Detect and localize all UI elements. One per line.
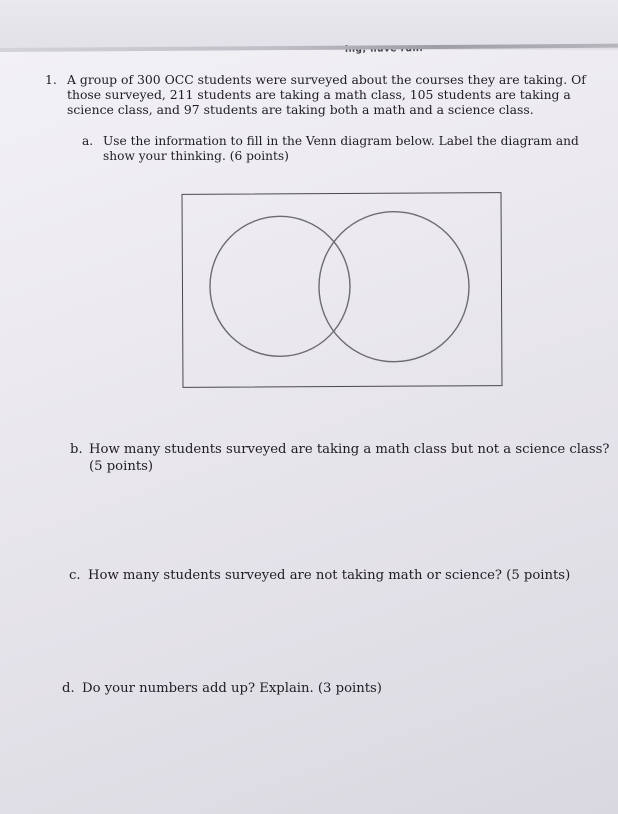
math-circle <box>210 216 351 357</box>
venn-diagram-box <box>181 192 502 388</box>
part-label: b. <box>70 442 83 457</box>
part-text-line: How many students surveyed are not taking math or science? (5 points) <box>88 568 571 583</box>
part-label: c. <box>69 568 81 583</box>
question-number: 1. <box>45 72 57 87</box>
part-text-line: Use the information to fill in the Venn diagram below. Label the diagram and <box>103 134 579 148</box>
part-text-line: show your thinking. (6 points) <box>103 149 289 163</box>
venn-diagram <box>182 193 503 389</box>
question-text-line: A group of 300 OCC students were surveyed about the courses they are taking. Of <box>67 72 586 87</box>
question-text-line: science class, and 97 students are taking both a math and a science class. <box>67 102 534 117</box>
science-circle <box>319 211 470 362</box>
part-label: d. <box>62 681 75 696</box>
part-label: a. <box>82 134 94 148</box>
question-text-line: those surveyed, 211 students are taking a math class, 105 students are taking a <box>67 87 571 102</box>
part-text-line: How many students surveyed are taking a math class but not a science class? <box>89 442 610 457</box>
part-text-line: Do your numbers add up? Explain. (3 points) <box>82 681 382 696</box>
previous-page-strip <box>0 0 618 50</box>
part-text-line: (5 points) <box>89 459 154 474</box>
